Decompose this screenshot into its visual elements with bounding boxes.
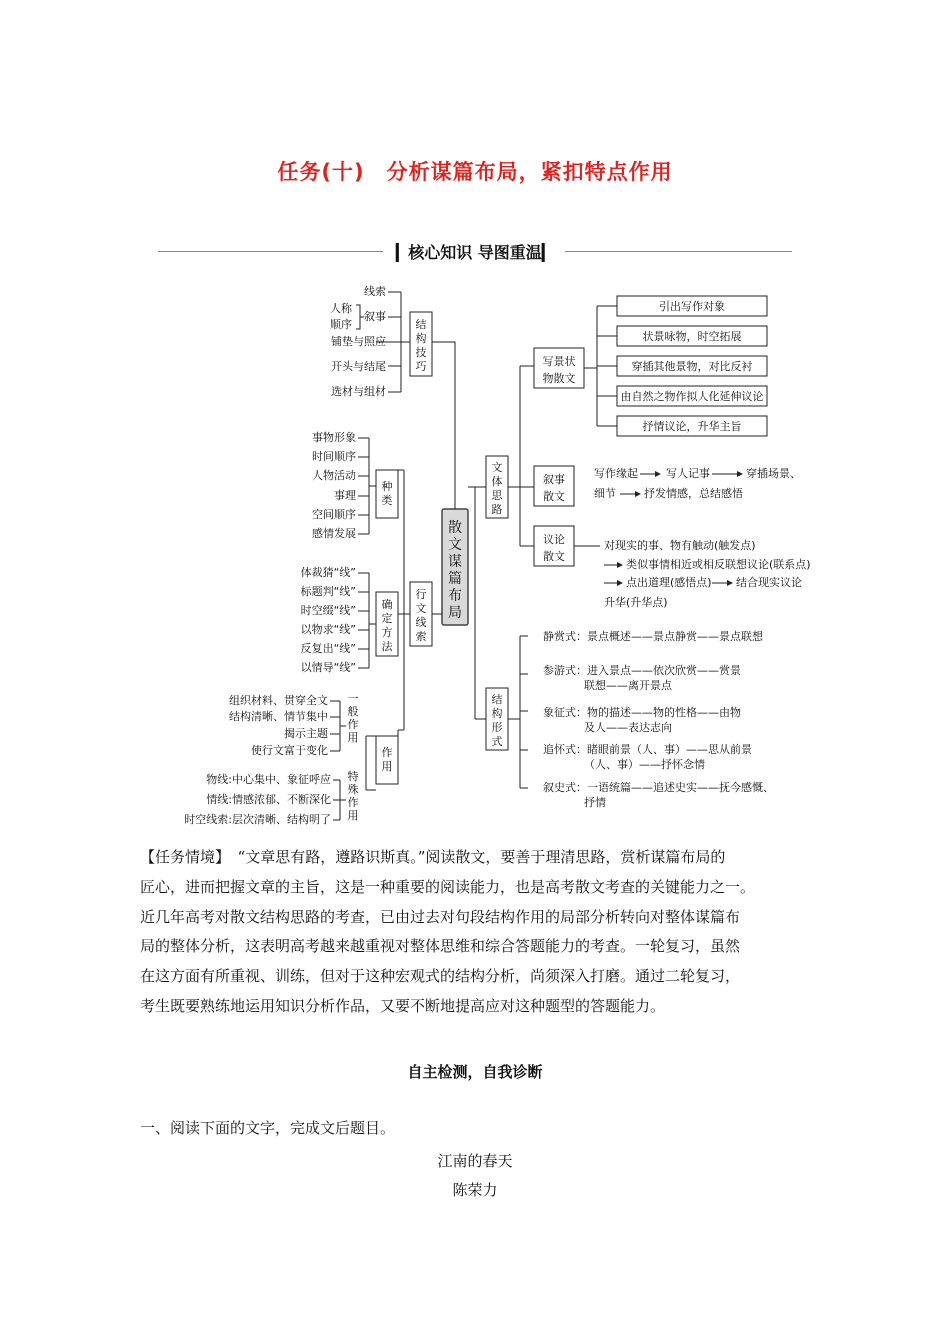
label-zhonglei: 种类: [381, 480, 393, 507]
task-line-3: 局的整体分析，这表明高考越来越重视对整体思维和综合答题能力的考查。一轮复习，虽然: [140, 937, 741, 956]
label-zuoyong: 作用: [381, 746, 393, 773]
page-title: 任务(十) 分析谋篇布局，紧扣特点作用: [277, 160, 673, 184]
xs-line-0: 写作缘起: [594, 467, 638, 480]
label-xingwen-xiansuo: 行文线索: [415, 588, 427, 643]
yl-line-2: 点出道理(感悟点): [626, 576, 712, 589]
xj-item-2: 穿插其他景物，对比反衬: [631, 360, 753, 373]
label-jiegou-jiqiao: 结构技巧: [415, 318, 427, 373]
ff-item-1: 标题判“线”: [300, 585, 356, 598]
jg-item-xushi: 叙事: [364, 310, 386, 323]
ff-item-3: 以物求“线”: [300, 623, 356, 636]
yb-item-0: 组织材料、贯穿全文: [229, 694, 328, 707]
jg-item-xuancai: 选材与组材: [331, 385, 386, 398]
task-line-0: 【任务情境】 “文章思有路，遵路识斯真。”阅读散文，要善于理清思路，赏析谋篇布局的: [140, 848, 726, 866]
ff-item-4: 反复出“线”: [300, 642, 356, 655]
zl-item-2: 人物活动: [312, 469, 356, 482]
task-line-1: 匠心，进而把握文章的主旨，这是一种重要的阅读能力，也是高考散文考查的关键能力之一。: [140, 877, 756, 896]
xj-item-1: 状景咏物，时空拓展: [642, 330, 742, 343]
xsh-line-7: 叙史式：一语统篇——追述史实——抚今感慨、: [543, 781, 774, 794]
xsh-line-8: 抒情: [584, 796, 606, 809]
xsh-line-4: 及人——表达志向: [584, 721, 672, 734]
label-yilun-1: 议论: [543, 533, 565, 546]
label-yiban-zuoyong: 一般作用: [347, 692, 359, 744]
ts-item-0: 物线:中心集中、象征呼应: [206, 773, 331, 786]
jg-item-renchen: 人称: [330, 302, 352, 315]
banner-label: 核心知识 导图重温: [408, 243, 542, 262]
label-xushi-1: 叙事: [543, 473, 565, 486]
label-xiejing-2: 物散文: [542, 372, 576, 385]
label-teshu-zuoyong: 特殊作用: [347, 770, 359, 822]
xsh-line-1: 参游式：进入景点——依次欣赏——赏景: [543, 664, 741, 677]
label-jiegou-xingshi: 结构形式: [491, 693, 503, 748]
question-instruction: 一、阅读下面的文字，完成文后题目。: [140, 1119, 396, 1137]
jg-item-pudian: 铺垫与照应: [331, 335, 386, 348]
xsh-line-0: 静赏式：景点概述——景点静赏——景点联想: [543, 630, 763, 643]
xsh-line-3: 象征式：物的描述——物的性格——由物: [543, 706, 741, 719]
section-banner: ▎核心知识 导图重温▎: [0, 240, 950, 263]
zl-item-4: 空间顺序: [312, 508, 356, 521]
xsh-line-2: 联想——离开景点: [584, 679, 672, 692]
yb-item-3: 使行文富于变化: [251, 744, 328, 757]
passage-author: 陈荣力: [452, 1181, 498, 1199]
passage-title: 江南的春天: [437, 1152, 513, 1170]
jg-item-kaitou: 开头与结尾: [331, 360, 386, 373]
xj-item-3: 由自然之物作拟人化延伸议论: [620, 390, 764, 403]
xsh-line-6: （人、事）——抒怀念情: [584, 758, 705, 771]
xs-line-1: 写人记事: [666, 467, 710, 480]
zl-item-5: 感情发展: [312, 527, 356, 540]
label-queding-fangfa: 确定方法: [381, 598, 393, 653]
ff-item-0: 体裁猜“线”: [300, 566, 356, 579]
task-line-4: 在这方面有所重视、训练，但对于这种宏观式的结构分析，尚须深入打磨。通过二轮复习，: [140, 967, 741, 986]
yl-line-4: 升华(升华点): [604, 596, 668, 609]
xj-item-0: 引出写作对象: [659, 300, 725, 313]
ff-item-5: 以情导“线”: [300, 661, 356, 674]
task-label: 【任务情境】: [140, 848, 223, 866]
yl-line-3: 结合现实议论: [736, 576, 802, 589]
center-label: 散文谋篇布局: [448, 520, 462, 621]
xs-line-4: 抒发情感，总结感悟: [644, 487, 743, 500]
ts-item-1: 情线:情感浓郁、不断深化: [206, 793, 331, 806]
jg-item-shunxu: 顺序: [330, 318, 352, 331]
xsh-line-5: 追怀式：睹眼前景（人、事）——思从前景: [543, 743, 752, 756]
jg-item-xiansuo: 线索: [364, 285, 386, 298]
section-subheading: 自主检测，自我诊断: [407, 1063, 543, 1081]
label-wenti-silu: 文体思路: [491, 461, 503, 516]
yl-line-1: 类似事情相近或相反联想议论(联系点): [626, 558, 811, 571]
yb-item-1: 结构清晰、情节集中: [229, 710, 328, 723]
ff-item-2: 时空缀“线”: [300, 604, 356, 617]
xs-line-3: 细节: [594, 487, 616, 500]
ts-item-2: 时空线索:层次清晰、结构明了: [184, 813, 331, 826]
yl-line-0: 对现实的事、物有触动(触发点): [604, 539, 756, 552]
task-line-2: 近几年高考对散文结构思路的考查，已由过去对句段结构作用的局部分析转向对整体谋篇布: [140, 907, 741, 926]
yb-item-2: 揭示主题: [284, 727, 328, 740]
zl-item-1: 时间顺序: [312, 450, 356, 463]
label-xushi-2: 散文: [543, 490, 565, 503]
label-xiejing-1: 写景状: [542, 355, 576, 368]
xj-item-4: 抒情议论，升华主旨: [642, 420, 742, 433]
label-yilun-2: 散文: [543, 550, 565, 563]
mind-map: [0, 270, 950, 830]
zl-item-0: 事物形象: [312, 431, 356, 444]
xs-line-2: 穿插场景、: [746, 467, 801, 480]
zl-item-3: 事理: [334, 489, 356, 502]
task-context-paragraph: [140, 843, 820, 1022]
task-line-5: 考生既要熟练地运用知识分析作品，又要不断地提高应对这种题型的答题能力。: [140, 996, 666, 1015]
